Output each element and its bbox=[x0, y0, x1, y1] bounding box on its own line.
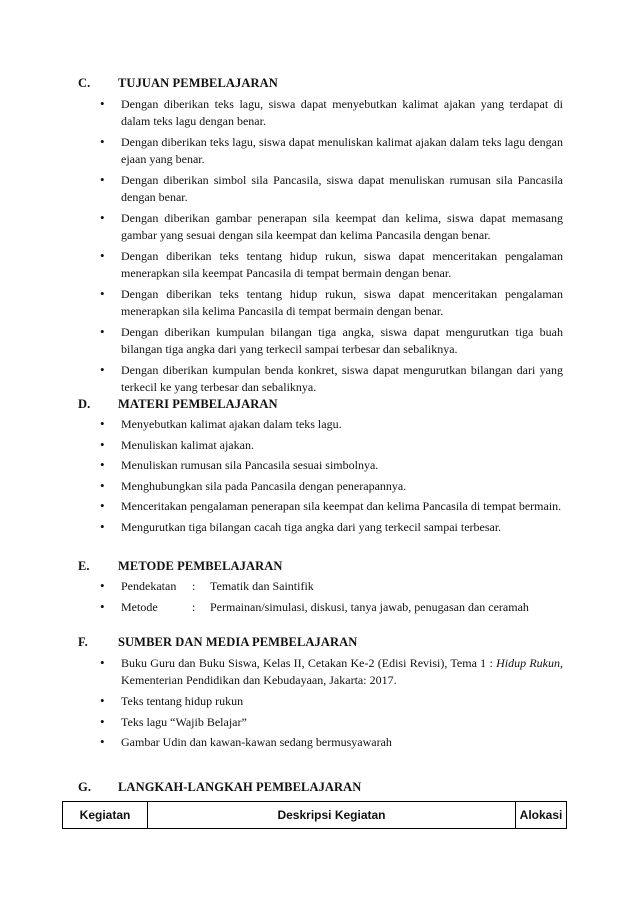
section-letter: E. bbox=[78, 559, 90, 573]
section-letter: G. bbox=[78, 780, 92, 794]
item-value: Tematik dan Saintifik bbox=[210, 579, 314, 593]
column-header-kegiatan: Kegiatan bbox=[63, 802, 148, 829]
list-item: • Dengan diberikan teks lagu, siswa dapat menuliskan kalimat ajakan dalam teks lagu dengan ejaan yang benar. bbox=[98, 134, 563, 167]
sumber-list bbox=[98, 655, 563, 751]
tujuan-list bbox=[98, 96, 563, 395]
item-label: Pendekatan bbox=[121, 579, 177, 593]
list-item bbox=[98, 578, 563, 595]
table-header-row bbox=[63, 802, 567, 829]
item-value: Permainan/simulasi, diskusi, tanya jawab, penugasan dan ceramah bbox=[210, 599, 529, 614]
column-header-deskripsi: Deskripsi Kegiatan bbox=[148, 802, 516, 829]
section-f-heading bbox=[78, 635, 357, 650]
book-title: Hidup Rukun bbox=[496, 656, 560, 670]
materi-list bbox=[98, 416, 563, 535]
metode-list bbox=[98, 578, 563, 615]
item-separator: : bbox=[192, 599, 196, 614]
section-letter: C. bbox=[78, 76, 91, 90]
list-item: • Menghubungkan sila pada Pancasila dengan penerapannya. bbox=[98, 478, 563, 495]
section-title: MATERI PEMBELAJARAN bbox=[118, 397, 278, 411]
section-letter: D. bbox=[78, 397, 91, 411]
list-item: • Gambar Udin dan kawan-kawan sedang bermusyawarah bbox=[98, 734, 563, 751]
section-title: METODE PEMBELAJARAN bbox=[118, 559, 283, 573]
book-reference: Buku Guru dan Buku Siswa, Kelas II, Cetakan Ke-2 (Edisi Revisi), Tema 1 : bbox=[121, 656, 497, 670]
section-d-heading bbox=[78, 397, 278, 412]
list-item: • Menceritakan pengalaman penerapan sila keempat dan kelima Pancasila di tempat bermain. bbox=[98, 498, 563, 515]
list-item: • Teks tentang hidup rukun bbox=[98, 693, 563, 710]
list-item: • Menuliskan kalimat ajakan. bbox=[98, 437, 563, 454]
list-item: • Menuliskan rumusan sila Pancasila sesuai simbolnya. bbox=[98, 457, 563, 474]
book-publisher: , Kementerian Pendidikan dan Kebudayaan, Jakarta: 2017. bbox=[121, 656, 563, 687]
section-letter: F. bbox=[78, 635, 88, 649]
section-g-heading bbox=[78, 780, 361, 795]
section-title: LANGKAH-LANGKAH PEMBELAJARAN bbox=[118, 780, 362, 794]
item-label: Metode bbox=[121, 599, 158, 614]
section-title: SUMBER DAN MEDIA PEMBELAJARAN bbox=[118, 635, 358, 649]
list-item: • Teks lagu “Wajib Belajar” bbox=[98, 714, 563, 731]
section-c-heading bbox=[78, 76, 278, 91]
column-header-alokasi: Alokasi bbox=[516, 802, 567, 829]
list-item bbox=[98, 599, 563, 616]
list-item: • Dengan diberikan kumpulan benda konkret, siswa dapat mengurutkan bilangan dari yang terkecil ke yang terbesar dan sebaliknya. bbox=[98, 362, 563, 395]
list-item bbox=[98, 655, 563, 688]
section-title: TUJUAN PEMBELAJARAN bbox=[118, 76, 278, 90]
item-separator: : bbox=[192, 579, 196, 593]
list-item: • Menyebutkan kalimat ajakan dalam teks lagu. bbox=[98, 416, 563, 433]
langkah-table bbox=[62, 801, 567, 829]
section-e-heading bbox=[78, 559, 283, 574]
list-item: • Dengan diberikan teks tentang hidup rukun, siswa dapat menceritakan pengalaman menerapkan sila kelima Pancasila di tempat bermain dengan benar. bbox=[98, 286, 563, 319]
list-item: • Mengurutkan tiga bilangan cacah tiga angka dari yang terkecil sampai terbesar. bbox=[98, 519, 563, 536]
list-item: • Dengan diberikan kumpulan bilangan tiga angka, siswa dapat mengurutkan tiga buah bilangan tiga angka dari yang terkecil sampai terbesar dan sebaliknya. bbox=[98, 324, 563, 357]
list-item: • Dengan diberikan gambar penerapan sila keempat dan kelima, siswa dapat memasang gambar yang sesuai dengan sila keempat dan kelima Pancasila dengan benar. bbox=[98, 210, 563, 243]
list-item: • Dengan diberikan teks tentang hidup rukun, siswa dapat menceritakan pengalaman menerapkan sila keempat Pancasila di tempat bermain dengan benar. bbox=[98, 248, 563, 281]
list-item: • Dengan diberikan teks lagu, siswa dapat menyebutkan kalimat ajakan yang terdapat di dalam teks lagu dengan benar. bbox=[98, 96, 563, 129]
list-item: • Dengan diberikan simbol sila Pancasila, siswa dapat menuliskan rumusan sila Pancasila dengan benar. bbox=[98, 172, 563, 205]
